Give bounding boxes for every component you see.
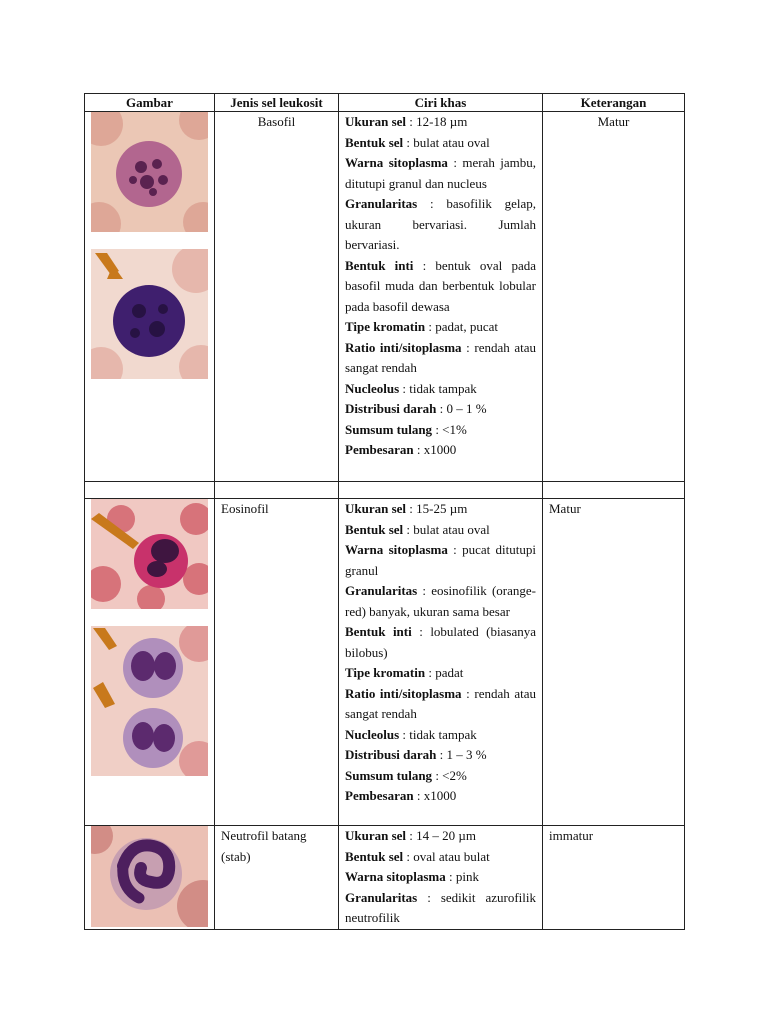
prop-nucleolus: Nucleolus : tidak tampak: [345, 726, 477, 742]
table-row-eosinofil: [85, 499, 685, 826]
prop-pembesaran: Pembesaran : x1000: [345, 788, 457, 803]
prop-tipe-kromatin: Tipe kromatin : padat, pucat: [345, 319, 498, 334]
neutrofil-type: Neutrofil batang (stab): [215, 826, 339, 930]
prop-bentuk-inti: Bentuk inti : bentuk oval pada basofil muda dan berbentuk lobular pada basofil dewasa: [345, 257, 536, 314]
prop-distribusi-darah: Distribusi darah : 1 – 3 %: [345, 747, 487, 762]
prop-ukuran-sel: Ukuran sel : 14 – 20 µm: [345, 828, 477, 843]
prop-ukuran-sel: Ukuran sel : 15-25 µm: [345, 501, 468, 516]
basofil-type: Basofil: [215, 112, 339, 482]
prop-warna-sitoplasma: Warna sitoplasma : pucat ditutupi granul: [345, 542, 537, 578]
eosinofil-micrograph-2: [91, 626, 208, 776]
prop-granularitas: Granularitas : sedikit azurofilik neutrofilik: [345, 889, 536, 925]
prop-bentuk-inti: Bentuk inti : lobulated (biasanya bilobus): [345, 624, 536, 660]
eosinofil-micrograph-1: [91, 499, 208, 609]
prop-ratio: Ratio inti/sitoplasma : rendah atau sangat rendah: [345, 339, 536, 375]
prop-distribusi-darah: Distribusi darah : 0 – 1 %: [345, 401, 487, 416]
prop-bentuk-sel: Bentuk sel : bulat atau oval: [345, 134, 490, 150]
prop-bentuk-sel: Bentuk sel : oval atau bulat: [345, 848, 490, 864]
prop-pembesaran: Pembesaran : x1000: [345, 442, 457, 457]
prop-bentuk-sel: Bentuk sel : bulat atau oval: [345, 521, 490, 537]
neutrofil-keterangan: immatur: [543, 826, 685, 930]
basofil-properties: [339, 112, 543, 482]
eosinofil-properties: [339, 499, 543, 826]
header-jenis: Jenis sel leukosit: [215, 94, 339, 112]
table-row-basofil: [85, 112, 685, 482]
prop-nucleolus: Nucleolus : tidak tampak: [345, 380, 477, 396]
neutrofil-image-cell: [85, 826, 215, 930]
leukocyte-table: [84, 93, 685, 930]
prop-granularitas: Granularitas : basofilik gelap, ukuran bervariasi. Jumlah bervariasi.: [345, 196, 536, 252]
eosinofil-image-cell: [85, 499, 215, 826]
basofil-micrograph-1: [91, 112, 208, 232]
eosinofil-type: Eosinofil: [215, 499, 339, 826]
basofil-keterangan: Matur: [543, 112, 685, 482]
prop-ratio: Ratio inti/sitoplasma : rendah atau sangat rendah: [345, 685, 536, 721]
header-keterangan: Keterangan: [543, 94, 685, 112]
spacer-row: [85, 482, 685, 499]
prop-tipe-kromatin: Tipe kromatin : padat: [345, 665, 464, 680]
neutrofil-properties: [339, 826, 543, 930]
prop-granularitas: Granularitas : eosinofilik (orange-red) banyak, ukuran sama besar: [345, 583, 536, 619]
eosinofil-keterangan: Matur: [543, 499, 685, 826]
prop-ukuran-sel: Ukuran sel : 12-18 µm: [345, 114, 468, 129]
basofil-image-cell: [85, 112, 215, 482]
header-ciri: Ciri khas: [339, 94, 543, 112]
neutrofil-micrograph: [91, 826, 208, 927]
table-row-neutrofil-batang: [85, 826, 685, 930]
basofil-micrograph-2: [91, 249, 208, 379]
prop-warna-sitoplasma: Warna sitoplasma : merah jambu, ditutupi granul dan nucleus: [345, 155, 537, 191]
header-row: [85, 94, 685, 112]
header-gambar: Gambar: [85, 94, 215, 112]
prop-sumsum-tulang: Sumsum tulang : <2%: [345, 767, 467, 783]
prop-warna-sitoplasma: Warna sitoplasma : pink: [345, 869, 479, 884]
prop-sumsum-tulang: Sumsum tulang : <1%: [345, 421, 467, 437]
